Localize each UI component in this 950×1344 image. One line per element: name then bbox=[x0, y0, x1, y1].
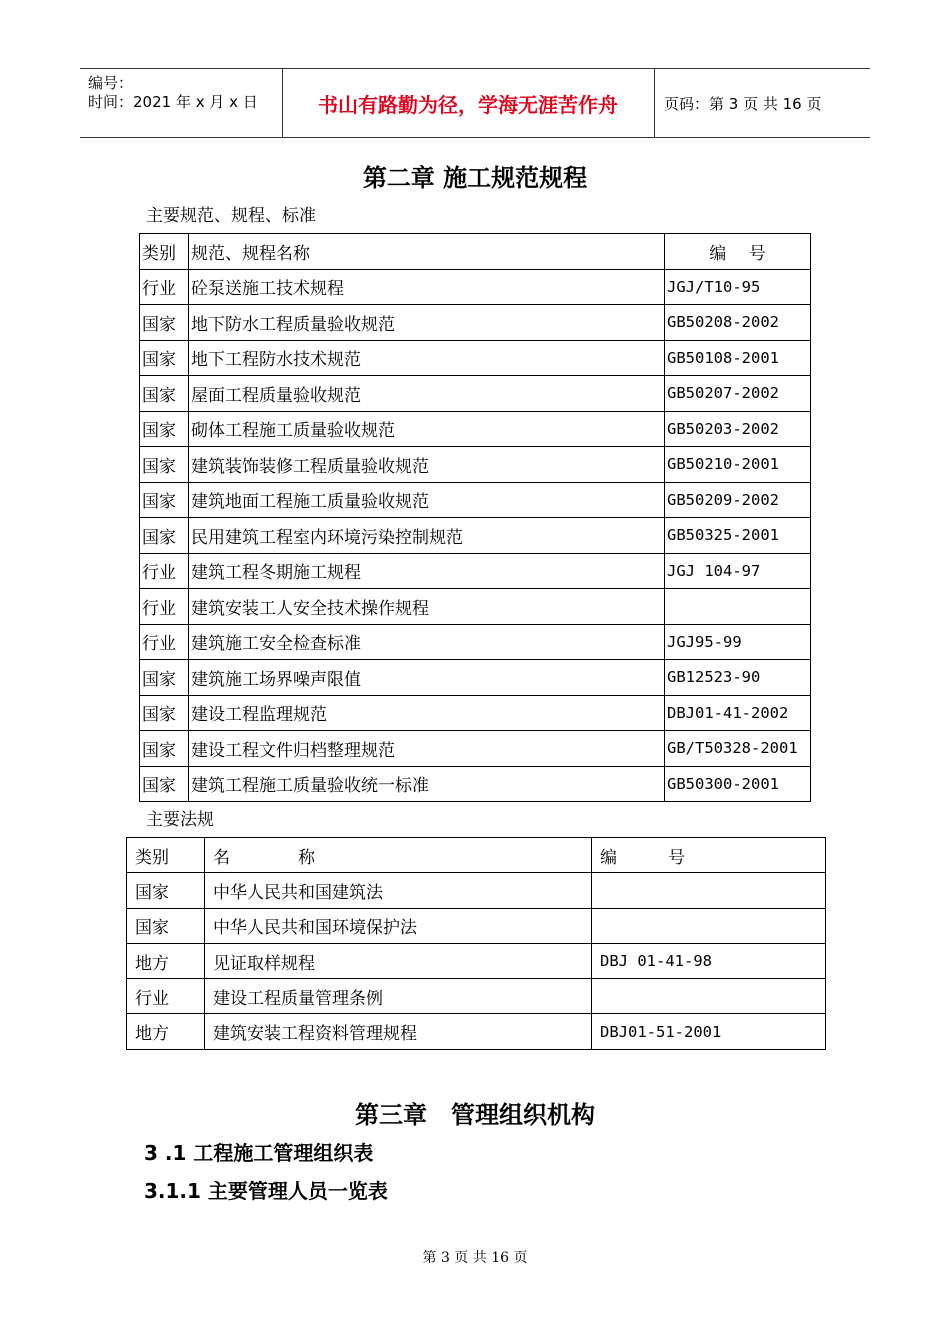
code-cell: GB50325-2001 bbox=[665, 518, 811, 554]
name-cell: 建筑工程施工质量验收统一标准 bbox=[189, 766, 665, 802]
table-row bbox=[140, 766, 811, 802]
table-row bbox=[127, 1014, 826, 1049]
header-page-label: 页码：第 3 页 共 16 页 bbox=[664, 95, 822, 113]
chapter-3-title: 第三章 管理组织机构 bbox=[355, 1101, 595, 1129]
table-row bbox=[140, 695, 811, 731]
name-cell: 地下防水工程质量验收规范 bbox=[189, 305, 665, 341]
code-cell bbox=[592, 873, 826, 908]
table-row bbox=[140, 411, 811, 447]
code-cell bbox=[665, 589, 811, 625]
code-cell: GB50108-2001 bbox=[665, 340, 811, 376]
name-cell: 见证取样规程 bbox=[205, 943, 592, 978]
code-cell: JGJ/T10-95 bbox=[665, 269, 811, 305]
code-cell: DBJ 01-41-98 bbox=[592, 943, 826, 978]
name-cell: 建筑安装工程资料管理规程 bbox=[205, 1014, 592, 1049]
standards-table bbox=[139, 233, 811, 802]
chapter-2-title: 第二章 施工规范规程 bbox=[362, 164, 588, 192]
category-cell: 国家 bbox=[127, 873, 205, 908]
name-cell: 地下工程防水技术规范 bbox=[189, 340, 665, 376]
name-cell: 建筑装饰装修工程质量验收规范 bbox=[189, 447, 665, 483]
category-cell: 国家 bbox=[140, 482, 189, 518]
code-cell: JGJ 104-97 bbox=[665, 553, 811, 589]
table-row bbox=[127, 873, 826, 908]
table-header-cell: 编 号 bbox=[665, 234, 811, 270]
table-row bbox=[140, 731, 811, 767]
category-cell: 国家 bbox=[140, 305, 189, 341]
table-row bbox=[140, 340, 811, 376]
name-cell: 建筑工程冬期施工规程 bbox=[189, 553, 665, 589]
table-row bbox=[140, 305, 811, 341]
category-cell: 行业 bbox=[140, 269, 189, 305]
regulations-caption: 主要法规 bbox=[146, 810, 214, 830]
category-cell: 国家 bbox=[140, 376, 189, 412]
name-cell: 建筑地面工程施工质量验收规范 bbox=[189, 482, 665, 518]
name-cell: 建设工程监理规范 bbox=[189, 695, 665, 731]
table-header-cell: 编 号 bbox=[592, 838, 826, 873]
table-row bbox=[127, 908, 826, 943]
table-header-row bbox=[127, 838, 826, 873]
category-cell: 国家 bbox=[140, 731, 189, 767]
code-cell: GB50208-2002 bbox=[665, 305, 811, 341]
table-row bbox=[127, 943, 826, 978]
code-cell: GB12523-90 bbox=[665, 660, 811, 696]
category-cell: 国家 bbox=[140, 340, 189, 376]
code-cell: DBJ01-41-2002 bbox=[665, 695, 811, 731]
category-cell: 行业 bbox=[140, 589, 189, 625]
regulations-table bbox=[126, 837, 826, 1050]
table-header-row bbox=[140, 234, 811, 270]
table-row bbox=[140, 269, 811, 305]
name-cell: 建设工程质量管理条例 bbox=[205, 979, 592, 1014]
page-footer: 第 3 页 共 16 页 bbox=[422, 1250, 528, 1266]
section-3-1-1-heading: 3.1.1 主要管理人员一览表 bbox=[144, 1179, 388, 1203]
table-row bbox=[140, 553, 811, 589]
name-cell: 建筑施工场界噪声限值 bbox=[189, 660, 665, 696]
code-cell: GB50209-2002 bbox=[665, 482, 811, 518]
table-row bbox=[127, 979, 826, 1014]
category-cell: 国家 bbox=[127, 908, 205, 943]
code-cell: GB50210-2001 bbox=[665, 447, 811, 483]
section-3-1-heading: 3 .1 工程施工管理组织表 bbox=[144, 1141, 374, 1165]
code-cell: GB50300-2001 bbox=[665, 766, 811, 802]
standards-caption: 主要规范、规程、标准 bbox=[146, 206, 316, 226]
name-cell: 建筑安装工人安全技术操作规程 bbox=[189, 589, 665, 625]
code-cell: GB50207-2002 bbox=[665, 376, 811, 412]
table-row bbox=[140, 482, 811, 518]
category-cell: 地方 bbox=[127, 1014, 205, 1049]
category-cell: 地方 bbox=[127, 943, 205, 978]
category-cell: 国家 bbox=[140, 411, 189, 447]
name-cell: 中华人民共和国环境保护法 bbox=[205, 908, 592, 943]
table-header-cell: 类别 bbox=[140, 234, 189, 270]
table-header-cell: 规范、规程名称 bbox=[189, 234, 665, 270]
name-cell: 建筑施工安全检查标准 bbox=[189, 624, 665, 660]
category-cell: 国家 bbox=[140, 660, 189, 696]
document-time-label: 时间：2021 年 x 月 x 日 bbox=[88, 93, 258, 111]
name-cell: 砌体工程施工质量验收规范 bbox=[189, 411, 665, 447]
table-row bbox=[140, 589, 811, 625]
category-cell: 行业 bbox=[140, 624, 189, 660]
category-cell: 国家 bbox=[140, 695, 189, 731]
table-header-cell: 名 称 bbox=[205, 838, 592, 873]
table-row bbox=[140, 660, 811, 696]
table-row bbox=[140, 376, 811, 412]
name-cell: 屋面工程质量验收规范 bbox=[189, 376, 665, 412]
code-cell: DBJ01-51-2001 bbox=[592, 1014, 826, 1049]
code-cell: GB/T50328-2001 bbox=[665, 731, 811, 767]
header-meta bbox=[80, 69, 283, 137]
category-cell: 行业 bbox=[140, 553, 189, 589]
category-cell: 国家 bbox=[140, 518, 189, 554]
header-motto: 书山有路勤为径，学海无涯苦作舟 bbox=[282, 69, 655, 137]
code-cell: JGJ95-99 bbox=[665, 624, 811, 660]
name-cell: 建设工程文件归档整理规范 bbox=[189, 731, 665, 767]
name-cell: 砼泵送施工技术规程 bbox=[189, 269, 665, 305]
name-cell: 中华人民共和国建筑法 bbox=[205, 873, 592, 908]
table-header-cell: 类别 bbox=[127, 838, 205, 873]
code-cell bbox=[592, 979, 826, 1014]
category-cell: 行业 bbox=[127, 979, 205, 1014]
category-cell: 国家 bbox=[140, 766, 189, 802]
document-header bbox=[80, 68, 870, 138]
category-cell: 国家 bbox=[140, 447, 189, 483]
name-cell: 民用建筑工程室内环境污染控制规范 bbox=[189, 518, 665, 554]
code-cell bbox=[592, 908, 826, 943]
table-row bbox=[140, 518, 811, 554]
document-number-label: 编号： bbox=[88, 74, 134, 92]
table-row bbox=[140, 447, 811, 483]
table-row bbox=[140, 624, 811, 660]
code-cell: GB50203-2002 bbox=[665, 411, 811, 447]
